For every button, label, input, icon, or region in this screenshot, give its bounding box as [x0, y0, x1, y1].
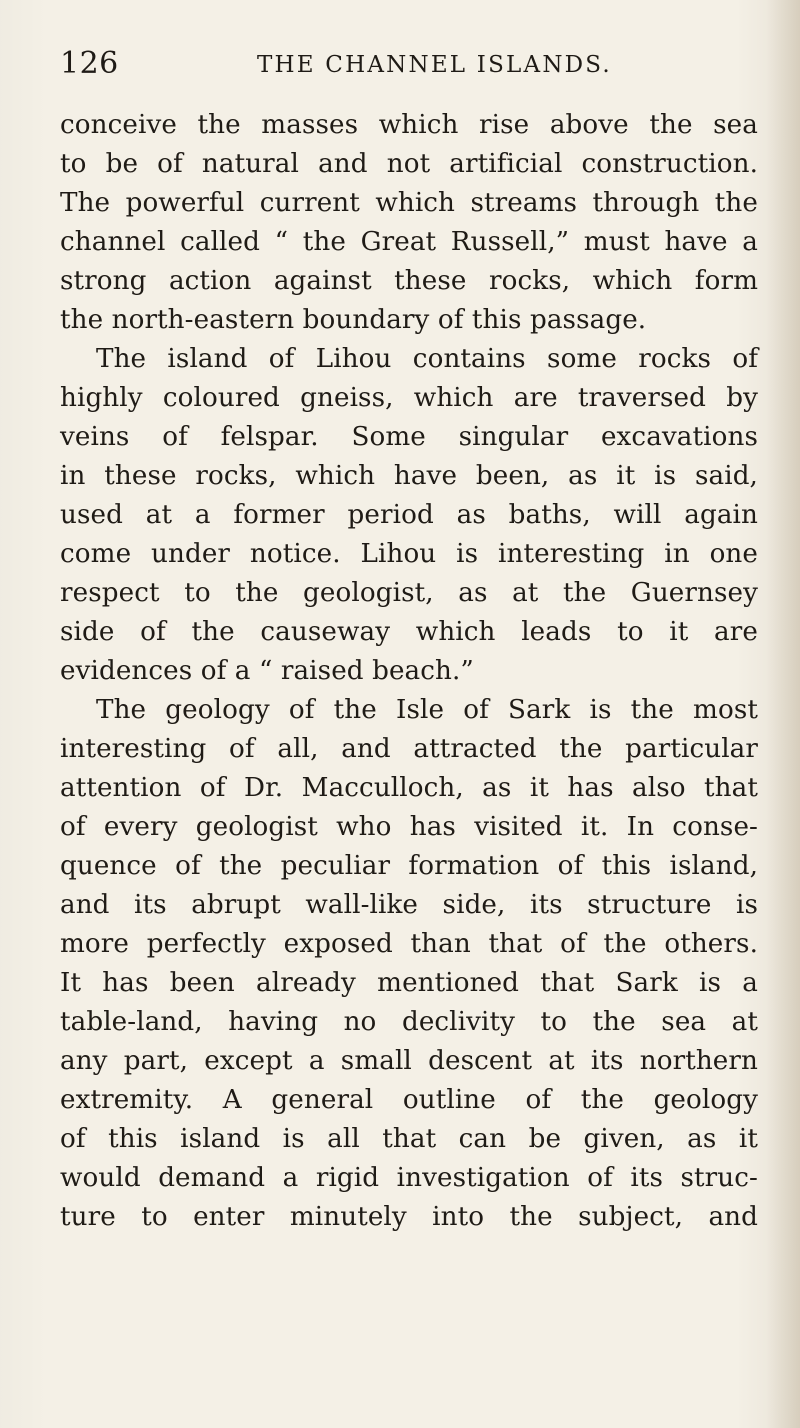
- text-line: attention of Dr. Macculloch, as it has also that: [60, 773, 758, 803]
- text-line: would demand a rigid investigation of its struc-: [60, 1163, 758, 1193]
- text-line: the north-eastern boundary of this passage.: [60, 305, 647, 335]
- text-line: extremity. A general outline of the geology: [60, 1085, 758, 1115]
- text-line: veins of felspar. Some singular excavations: [60, 422, 758, 452]
- text-line: quence of the peculiar formation of this island,: [60, 851, 758, 881]
- text-line: conceive the masses which rise above the sea: [60, 110, 758, 140]
- text-line: interesting of all, and attracted the particular: [60, 734, 758, 764]
- text-line: evidences of a “ raised beach.”: [60, 656, 474, 686]
- text-line: come under notice. Lihou is interesting in one: [60, 539, 758, 569]
- text-line: It has been already mentioned that Sark is a: [60, 968, 758, 998]
- paragraph-start-line: The island of Lihou contains some rocks of: [96, 344, 758, 374]
- body-text: [60, 106, 758, 1237]
- text-line: any part, except a small descent at its northern: [60, 1046, 758, 1076]
- text-line: highly coloured gneiss, which are traversed by: [60, 383, 758, 413]
- text-line: respect to the geologist, as at the Guernsey: [60, 578, 758, 608]
- text-line: to be of natural and not artificial construction.: [60, 149, 758, 179]
- page-number: 126: [60, 46, 119, 81]
- text-line: table-land, having no declivity to the sea at: [60, 1007, 758, 1037]
- text-line: in these rocks, which have been, as it is said,: [60, 461, 758, 491]
- text-line: ture to enter minutely into the subject, and: [60, 1202, 758, 1232]
- page-edge-shadow: [766, 0, 800, 1428]
- text-line: channel called “ the Great Russell,” must have a: [60, 227, 758, 257]
- text-line: The powerful current which streams through the: [60, 188, 758, 218]
- paragraph-start-line: The geology of the Isle of Sark is the most: [96, 695, 758, 725]
- text-line: side of the causeway which leads to it are: [60, 617, 758, 647]
- text-line: of every geologist who has visited it. In conse-: [60, 812, 758, 842]
- text-line: strong action against these rocks, which form: [60, 266, 758, 296]
- running-title: THE CHANNEL ISLANDS.: [257, 52, 612, 78]
- text-line: and its abrupt wall-like side, its structure is: [60, 890, 758, 920]
- page-header: [60, 46, 760, 86]
- text-line: of this island is all that can be given, as it: [60, 1124, 758, 1154]
- text-line: used at a former period as baths, will again: [60, 500, 758, 530]
- text-line: more perfectly exposed than that of the others.: [60, 929, 758, 959]
